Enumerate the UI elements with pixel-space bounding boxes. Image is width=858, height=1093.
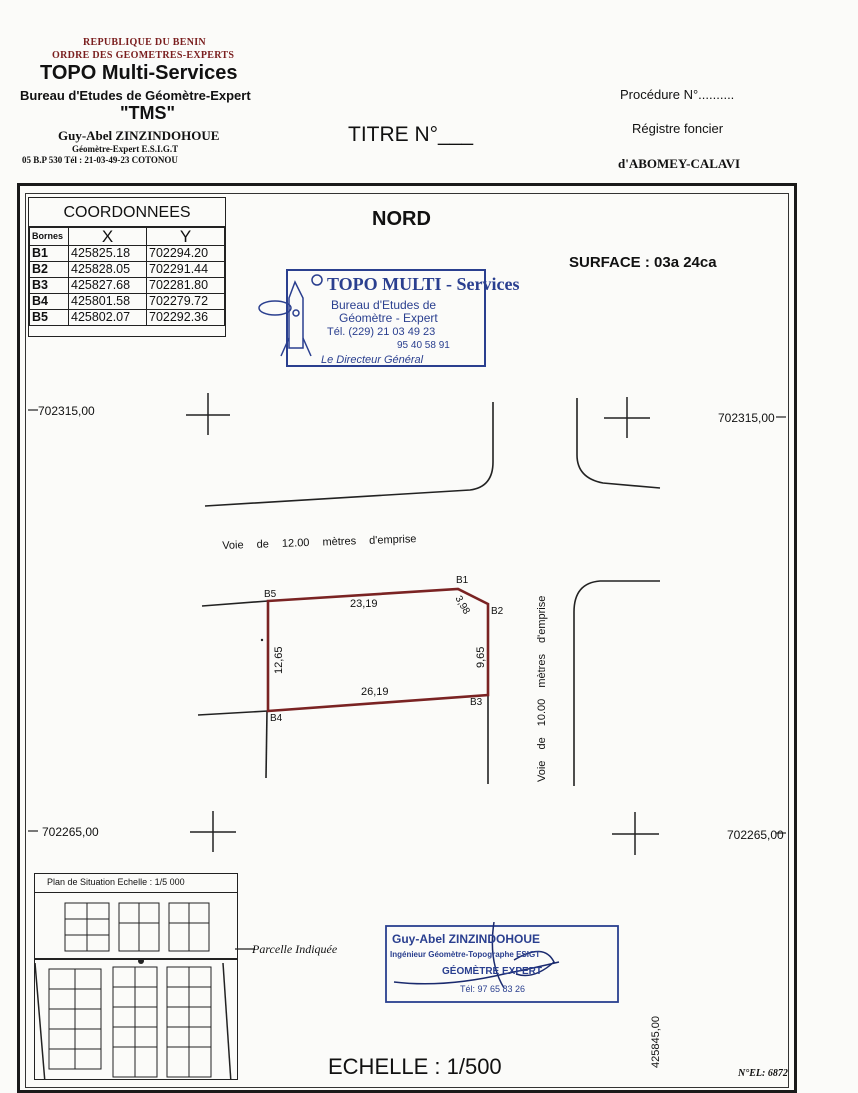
registre-place: d'ABOMEY-CALAVI — [618, 156, 741, 171]
corner-b3: B3 — [470, 697, 483, 708]
side-top-length: 23,19 — [350, 598, 378, 610]
surveyor-title: Géomètre-Expert E.S.I.G.T — [72, 144, 179, 154]
company-stamp — [255, 268, 520, 372]
reference-number: N°EL: 6872 — [738, 1068, 788, 1079]
road-vertical-label: Voie de 10.00 mètres d'emprise — [536, 595, 548, 782]
table-row: B4 425801.58 702279.72 — [30, 294, 225, 310]
grid-label-bottom-left: 702265,00 — [42, 825, 99, 839]
road-horizontal-label: Voie de 12.00 mètres d'emprise — [222, 533, 417, 552]
procedure-number: Procédure N°.......... — [620, 87, 735, 102]
col-bornes: Bornes — [30, 228, 69, 246]
grid-label-top-left: 702315,00 — [38, 404, 95, 418]
registre-foncier: Régistre foncier — [632, 121, 724, 136]
coordinates-table — [28, 197, 226, 337]
col-y: Y — [147, 228, 225, 246]
north-label: NORD — [372, 208, 431, 230]
stamp2-title: Ingénieur Géomètre-Topographe ESIGT — [390, 950, 541, 959]
x-coordinate-bottom: 425845,00 — [650, 1016, 662, 1068]
situation-plan — [34, 873, 238, 1080]
stamp2-name: Guy-Abel ZINZINDOHOUE — [392, 932, 541, 946]
surveyor-stamp — [384, 922, 620, 1004]
side-diag-length: 3,98 — [452, 594, 472, 617]
corner-b5: B5 — [264, 589, 277, 600]
header-republic: REPUBLIQUE DU BENIN — [83, 37, 206, 48]
stamp1-title: TOPO MULTI - Services — [327, 274, 520, 294]
surface-label: SURFACE : 03a 24ca — [569, 254, 717, 271]
stamp1-phone: Tél. (229) 21 03 49 23 — [327, 326, 436, 338]
grid-crosses — [186, 393, 659, 855]
stamp1-line2: Bureau d'Etudes de — [331, 298, 437, 312]
table-row: B1 425825.18 702294.20 — [30, 246, 225, 262]
side-bottom-length: 26,19 — [361, 686, 389, 698]
stamp2-expert: GÉOMÈTRE EXPERT — [442, 966, 543, 977]
col-x: X — [69, 228, 147, 246]
coordinates-grid — [29, 227, 225, 326]
side-right-length: 9,65 — [475, 646, 487, 668]
corner-b4: B4 — [270, 713, 283, 724]
bureau-name: Bureau d'Etudes de Géomètre-Expert — [20, 88, 251, 103]
stamp1-line3: Géomètre - Expert — [339, 311, 438, 325]
company-acronym: "TMS" — [120, 103, 176, 123]
grid-label-top-right: 702315,00 — [718, 411, 775, 425]
table-row: B2 425828.05 702291.44 — [30, 262, 225, 278]
situation-title: Plan de Situation Echelle : 1/5 000 — [35, 874, 237, 893]
parcelle-label: Parcelle Indiquée — [252, 942, 338, 956]
company-address: 05 B.P 530 Tél : 21-03-49-23 COTONOU — [22, 155, 178, 165]
corner-b2: B2 — [491, 606, 504, 617]
situation-map — [35, 893, 238, 1080]
titre-number: TITRE N°___ — [348, 123, 474, 146]
stamp2-phone: Tél: 97 65 83 26 — [460, 984, 526, 994]
company-name: TOPO Multi-Services — [40, 62, 238, 84]
coordinates-title: COORDONNEES — [29, 198, 225, 227]
scale-label: ECHELLE : 1/500 — [328, 1054, 502, 1079]
stamp1-phone2: 95 40 58 91 — [397, 340, 450, 351]
corner-b1: B1 — [456, 575, 469, 586]
header-order: ORDRE DES GEOMETRES-EXPERTS — [52, 50, 235, 61]
table-row: B3 425827.68 702281.80 — [30, 278, 225, 294]
side-left-length: 12,65 — [273, 646, 285, 674]
table-row: B5 425802.07 702292.36 — [30, 310, 225, 326]
grid-label-bottom-right: 702265,00 — [727, 828, 784, 842]
surveyor-name: Guy-Abel ZINZINDOHOUE — [58, 128, 220, 143]
stamp1-director: Le Directeur Général — [321, 354, 424, 366]
